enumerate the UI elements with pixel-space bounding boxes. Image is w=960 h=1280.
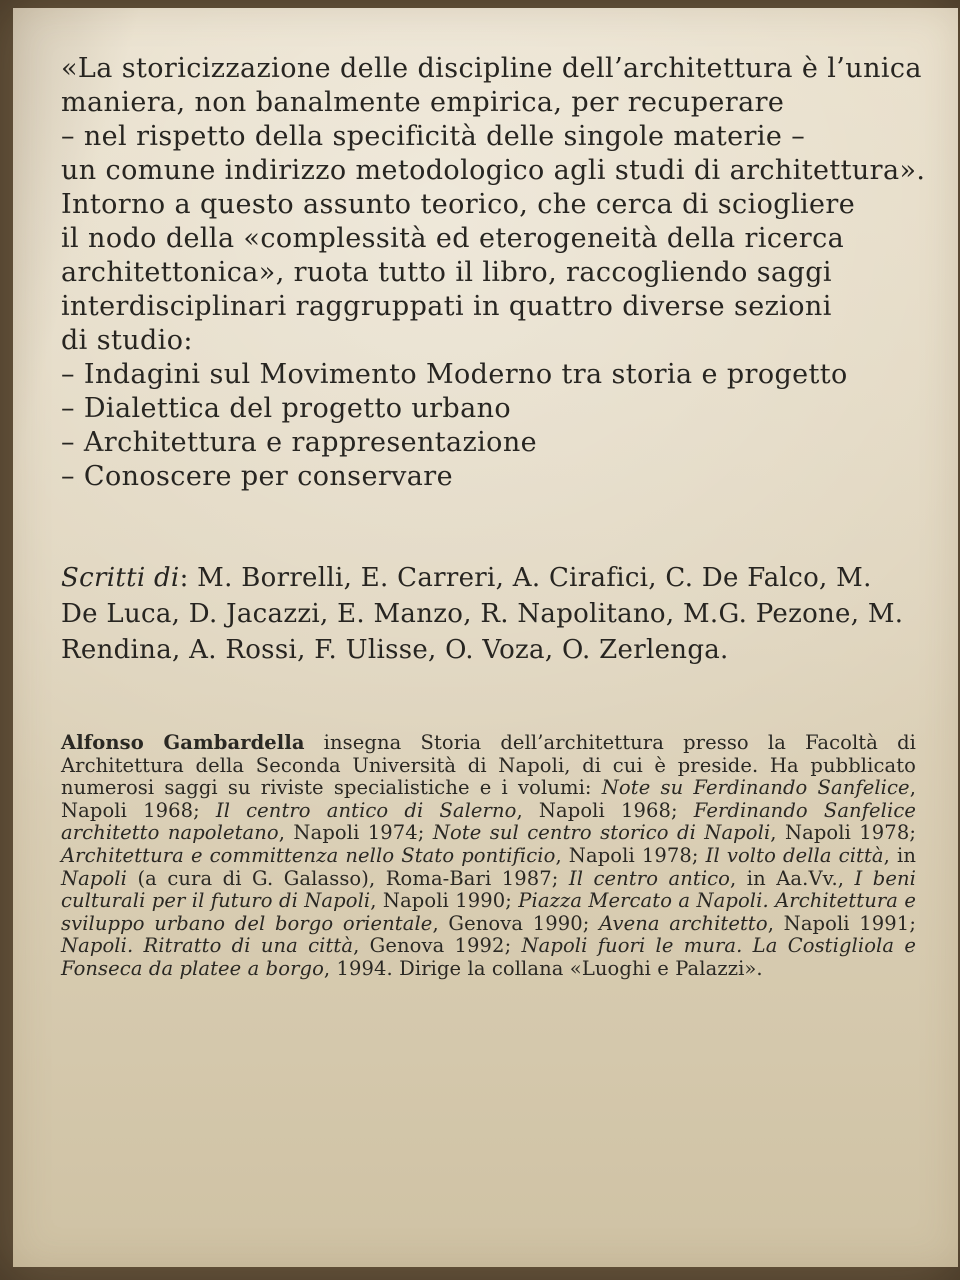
quote-line: «La storicizzazione delle discipline dell’architettura è l’unica	[61, 53, 922, 84]
text-segment: Avena architetto	[599, 911, 768, 935]
text-segment: I beni culturali per il futuro di Napoli	[61, 866, 916, 913]
text-segment: , 1994. Dirige la collana «Luoghi e Palazzi».	[323, 956, 763, 980]
author-bio-paragraph	[61, 732, 916, 981]
quote-line: un comune indirizzo metodologico agli studi di architettura».	[61, 155, 926, 186]
text-segment: Il volto della città	[705, 843, 884, 867]
text-segment: : M. Borrelli, E. Carreri, A. Cirafici, C. De Falco, M. De Luca, D. Jacazzi, E. Manzo, R. Napolitano, M.G. Pezone, M. Rendina, A. Rossi, F. Ulisse, O. Voza, O. Zerlenga.	[61, 563, 904, 665]
text-segment: Napoli	[61, 866, 127, 890]
text-segment: , Napoli 1978;	[555, 843, 706, 867]
text-segment: Scritti di	[61, 563, 180, 593]
quote-line: di studio:	[61, 325, 193, 356]
quote-line: il nodo della «complessità ed eterogeneità della ricerca	[61, 223, 845, 254]
text-segment: Note su Ferdinando Sanfelice	[601, 776, 910, 800]
quote-block	[61, 52, 926, 494]
quote-line: interdisciplinari raggruppati in quattro diverse sezioni	[61, 291, 832, 322]
text-segment: , Genova 1992;	[353, 934, 522, 958]
quote-line: architettonica», ruota tutto il libro, raccogliendo saggi	[61, 257, 832, 288]
quote-line: – Indagini sul Movimento Moderno tra storia e progetto	[61, 359, 848, 390]
text-segment: Architettura e committenza nello Stato pontificio	[61, 843, 556, 867]
text-segment: (a cura di G. Galasso), Roma-Bari 1987;	[126, 866, 569, 890]
text-segment: insegna Storia dell’architettura presso la Facoltà di Architettura della Seconda Università di Napoli, di cui è preside. Ha pubblicato numerosi saggi su riviste specialistiche e i volumi:	[61, 731, 916, 800]
text-segment: Il centro antico di Salerno	[215, 798, 517, 822]
text-segment: , Napoli 1990;	[370, 889, 519, 913]
text-segment: Note sul centro storico di Napoli	[432, 821, 771, 845]
quote-line: Intorno a questo assunto teorico, che cerca di sciogliere	[61, 189, 856, 220]
text-segment: , Napoli 1991;	[767, 911, 916, 935]
text-segment: , Genova 1990;	[432, 911, 600, 935]
text-segment: Piazza Mercato a Napoli. Architettura e sviluppo urbano del borgo orientale	[61, 889, 916, 935]
contributors-paragraph	[61, 560, 916, 668]
quote-line: – Conoscere per conservare	[61, 461, 453, 492]
quote-line: maniera, non banalmente empirica, per recuperare	[61, 87, 785, 118]
text-segment: Napoli. Ritratto di una città	[61, 934, 354, 958]
text-segment: Ferdinando Sanfelice architetto napoletano	[61, 798, 916, 845]
text-segment: , Napoli 1968;	[516, 798, 694, 822]
text-segment: , Napoli 1968;	[61, 776, 916, 822]
paper-surface	[13, 8, 958, 1267]
text-segment: Alfonso Gambardella	[61, 731, 305, 754]
text-segment: , in	[883, 843, 917, 867]
quote-line: – Dialettica del progetto urbano	[61, 393, 512, 424]
quote-line: – Architettura e rappresentazione	[61, 427, 538, 458]
text-segment: Napoli fuori le mura. La Costigliola e Fonseca da platee a borgo	[61, 934, 916, 980]
quote-line: – nel rispetto della specificità delle singole materie –	[61, 121, 806, 152]
text-segment: , Napoli 1978;	[770, 821, 916, 845]
cover-content	[13, 8, 958, 981]
text-segment: Il centro antico	[568, 866, 731, 890]
text-segment: , in Aa.Vv.,	[730, 866, 855, 890]
text-segment: , Napoli 1974;	[278, 821, 433, 845]
